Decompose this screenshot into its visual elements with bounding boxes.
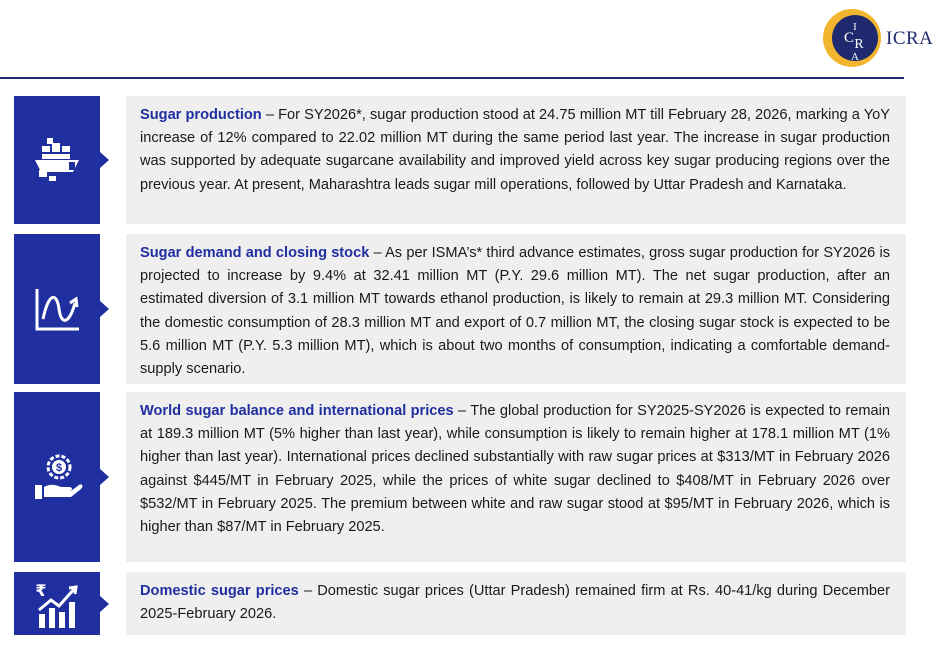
header-rule: [0, 77, 904, 79]
section-heading: Sugar production: [140, 107, 262, 123]
section-body: For SY2026*, sugar production stood at 24.75 million MT till February 28, 2026, marking a YoY increase of 12% compared to 22.02 million MT during the same period last year. The increase in sugar production was supported by adequate sugarcane availability and improved yield across key sugar producing regions over the previous year. At present, Maharashtra leads sugar mill operations, followed by Uttar Pradesh and Karnataka.: [140, 107, 890, 193]
section-pointer: [100, 469, 109, 485]
trend-wave-icon: [29, 281, 85, 337]
icra-logo: [822, 8, 882, 68]
svg-text:A: A: [851, 51, 859, 63]
heading-separator: –: [298, 583, 318, 599]
heading-separator: –: [261, 107, 279, 123]
svg-text:$: $: [55, 462, 63, 474]
rupee-growth-chart-icon: [29, 576, 85, 632]
section-text-box: [126, 96, 906, 224]
section-text-box: [126, 572, 906, 635]
section-body: The global production for SY2025-SY2026 is expected to remain at 189.3 million MT (5% higher than last year), while consumption is likely to remain higher at 178.1 million MT (1% higher than last year). International prices declined substantially with raw sugar prices at $313/MT in February 2026 against $445/MT in February 2025, while the prices of white sugar declined to $408/MT in February 2026 over $532/MT in February 2025. The premium between white and raw sugar stood at $95/MT in February 2026, which is higher than $87/MT in February 2025.: [140, 403, 890, 536]
section-paragraph: [140, 400, 890, 539]
svg-text:C: C: [843, 30, 855, 46]
section-sugar-production: [14, 96, 906, 224]
heading-separator: –: [453, 403, 471, 419]
section-body: As per ISMA’s* third advance estimates, gross sugar production for SY2026 is projected to increase by 9.4% at 32.41 million MT (P.Y. 29.6 million MT). The net sugar production, after an estimated diversion of 3.1 million MT towards ethanol production, is likely to remain at 29.3 million MT. Considering the domestic consumption of 28.3 million MT and export of 0.7 million MT, the closing sugar stock is expected to be 5.6 million MT (P.Y. 5.3 million MT), which is about two months of consumption, indicating a comfortable demand-supply scenario.: [140, 245, 891, 378]
section-heading: Domestic sugar prices: [140, 583, 299, 599]
section-paragraph: [140, 242, 890, 381]
section-demand-closing-stock: [14, 234, 906, 384]
svg-text:R: R: [854, 37, 864, 52]
ship-cargo-icon: [29, 132, 85, 188]
section-domestic-prices: [14, 572, 906, 635]
section-icon-box: [14, 392, 100, 562]
svg-text:₹: ₹: [35, 580, 47, 600]
section-paragraph: [140, 104, 890, 197]
logo-wordmark: ICRA: [886, 28, 934, 49]
section-icon-box: [14, 234, 100, 384]
hand-dollar-gear-icon: [29, 449, 85, 505]
section-text-box: [126, 234, 906, 384]
section-world-balance-prices: [14, 392, 906, 562]
section-heading: World sugar balance and international prices: [140, 403, 454, 419]
section-icon-box: [14, 96, 100, 224]
section-pointer: [100, 596, 109, 612]
section-icon-box: [14, 572, 100, 635]
section-body: Domestic sugar prices (Uttar Pradesh) remained firm at Rs. 40-41/kg during December 2025-February 2026.: [140, 583, 890, 623]
section-heading: Sugar demand and closing stock: [140, 245, 370, 261]
section-text-box: [126, 392, 906, 562]
section-paragraph: [140, 580, 890, 626]
section-pointer: [100, 152, 109, 168]
section-pointer: [100, 301, 109, 317]
heading-separator: –: [369, 245, 386, 261]
svg-text:I: I: [853, 21, 857, 33]
